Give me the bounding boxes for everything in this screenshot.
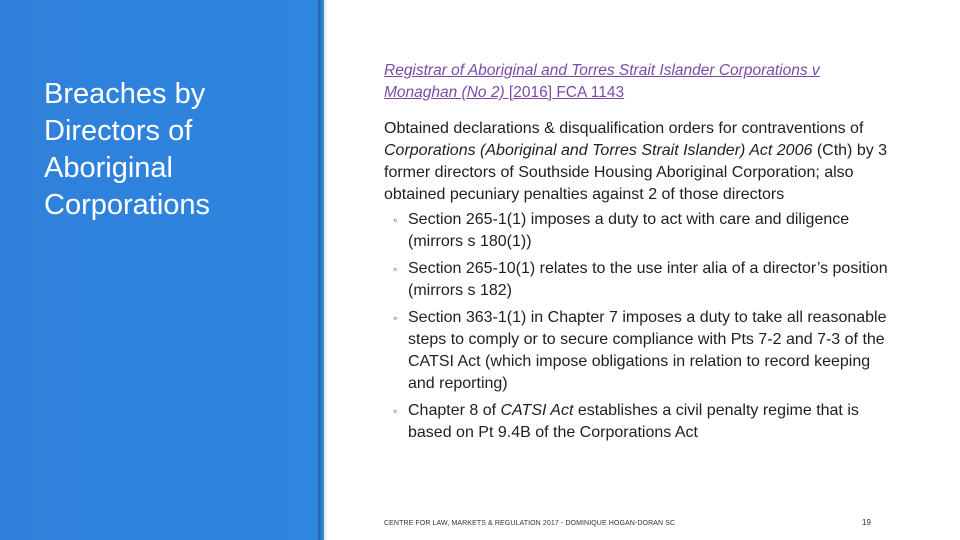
bullet-circle-icon: ◦ <box>393 262 398 276</box>
list-item-text: Section 265-10(1) relates to the use inter alia of a director’s position (mirrors s 182) <box>408 260 888 299</box>
lead-text-1: Obtained declarations & disqualification orders for contraventions of <box>384 120 864 137</box>
lead-paragraph <box>384 118 894 206</box>
slide-content <box>384 60 894 449</box>
sidebar-shadow <box>324 0 328 540</box>
list-item-text: Section 265-1(1) imposes a duty to act with care and diligence (mirrors s 180(1)) <box>408 211 850 250</box>
lead-text-2: (Cth) by 3 former directors of Southside Housing Aboriginal Corporation; also obtained pecuniary penalties against 2 of those directors <box>384 142 888 203</box>
slide-title: Breaches by Directors of Aboriginal Corporations <box>44 78 211 221</box>
case-name: Registrar of Aboriginal and Torres Strait Islander Corporations v Monaghan (No 2) <box>384 62 820 101</box>
sub-bullet-list <box>384 209 894 444</box>
bullet-circle-icon: ◦ <box>393 213 398 227</box>
slide-footer: CENTRE FOR LAW, MARKETS & REGULATION 2017 - DOMINIQUE HOGAN-DORAN SC <box>384 520 676 527</box>
list-item <box>384 307 894 395</box>
act-name: Corporations (Aboriginal and Torres Strait Islander) Act 2006 <box>384 142 813 159</box>
list-item <box>384 258 894 302</box>
list-item <box>384 400 894 444</box>
list-item <box>384 209 894 253</box>
case-reference: [2016] FCA 1143 <box>504 84 625 101</box>
list-item-text-1: Chapter 8 of <box>408 402 501 419</box>
list-item-text-2: establishes a civil penalty regime that is based on Pt 9.4B of the Corporations Act <box>408 402 859 441</box>
bullet-circle-icon: ◦ <box>393 311 398 325</box>
page-number: 19 <box>862 518 871 527</box>
case-citation-link[interactable] <box>384 60 894 104</box>
bullet-circle-icon: ◦ <box>393 404 398 418</box>
sidebar-panel <box>0 0 318 540</box>
catsi-act-name: CATSI Act <box>500 402 574 419</box>
list-item-text: Section 363-1(1) in Chapter 7 imposes a duty to take all reasonable steps to comply or to secure compliance with Pts 7-2 and 7-3 of the CATSI Act (which impose obligations in relation to record keeping and reporting) <box>408 309 887 392</box>
